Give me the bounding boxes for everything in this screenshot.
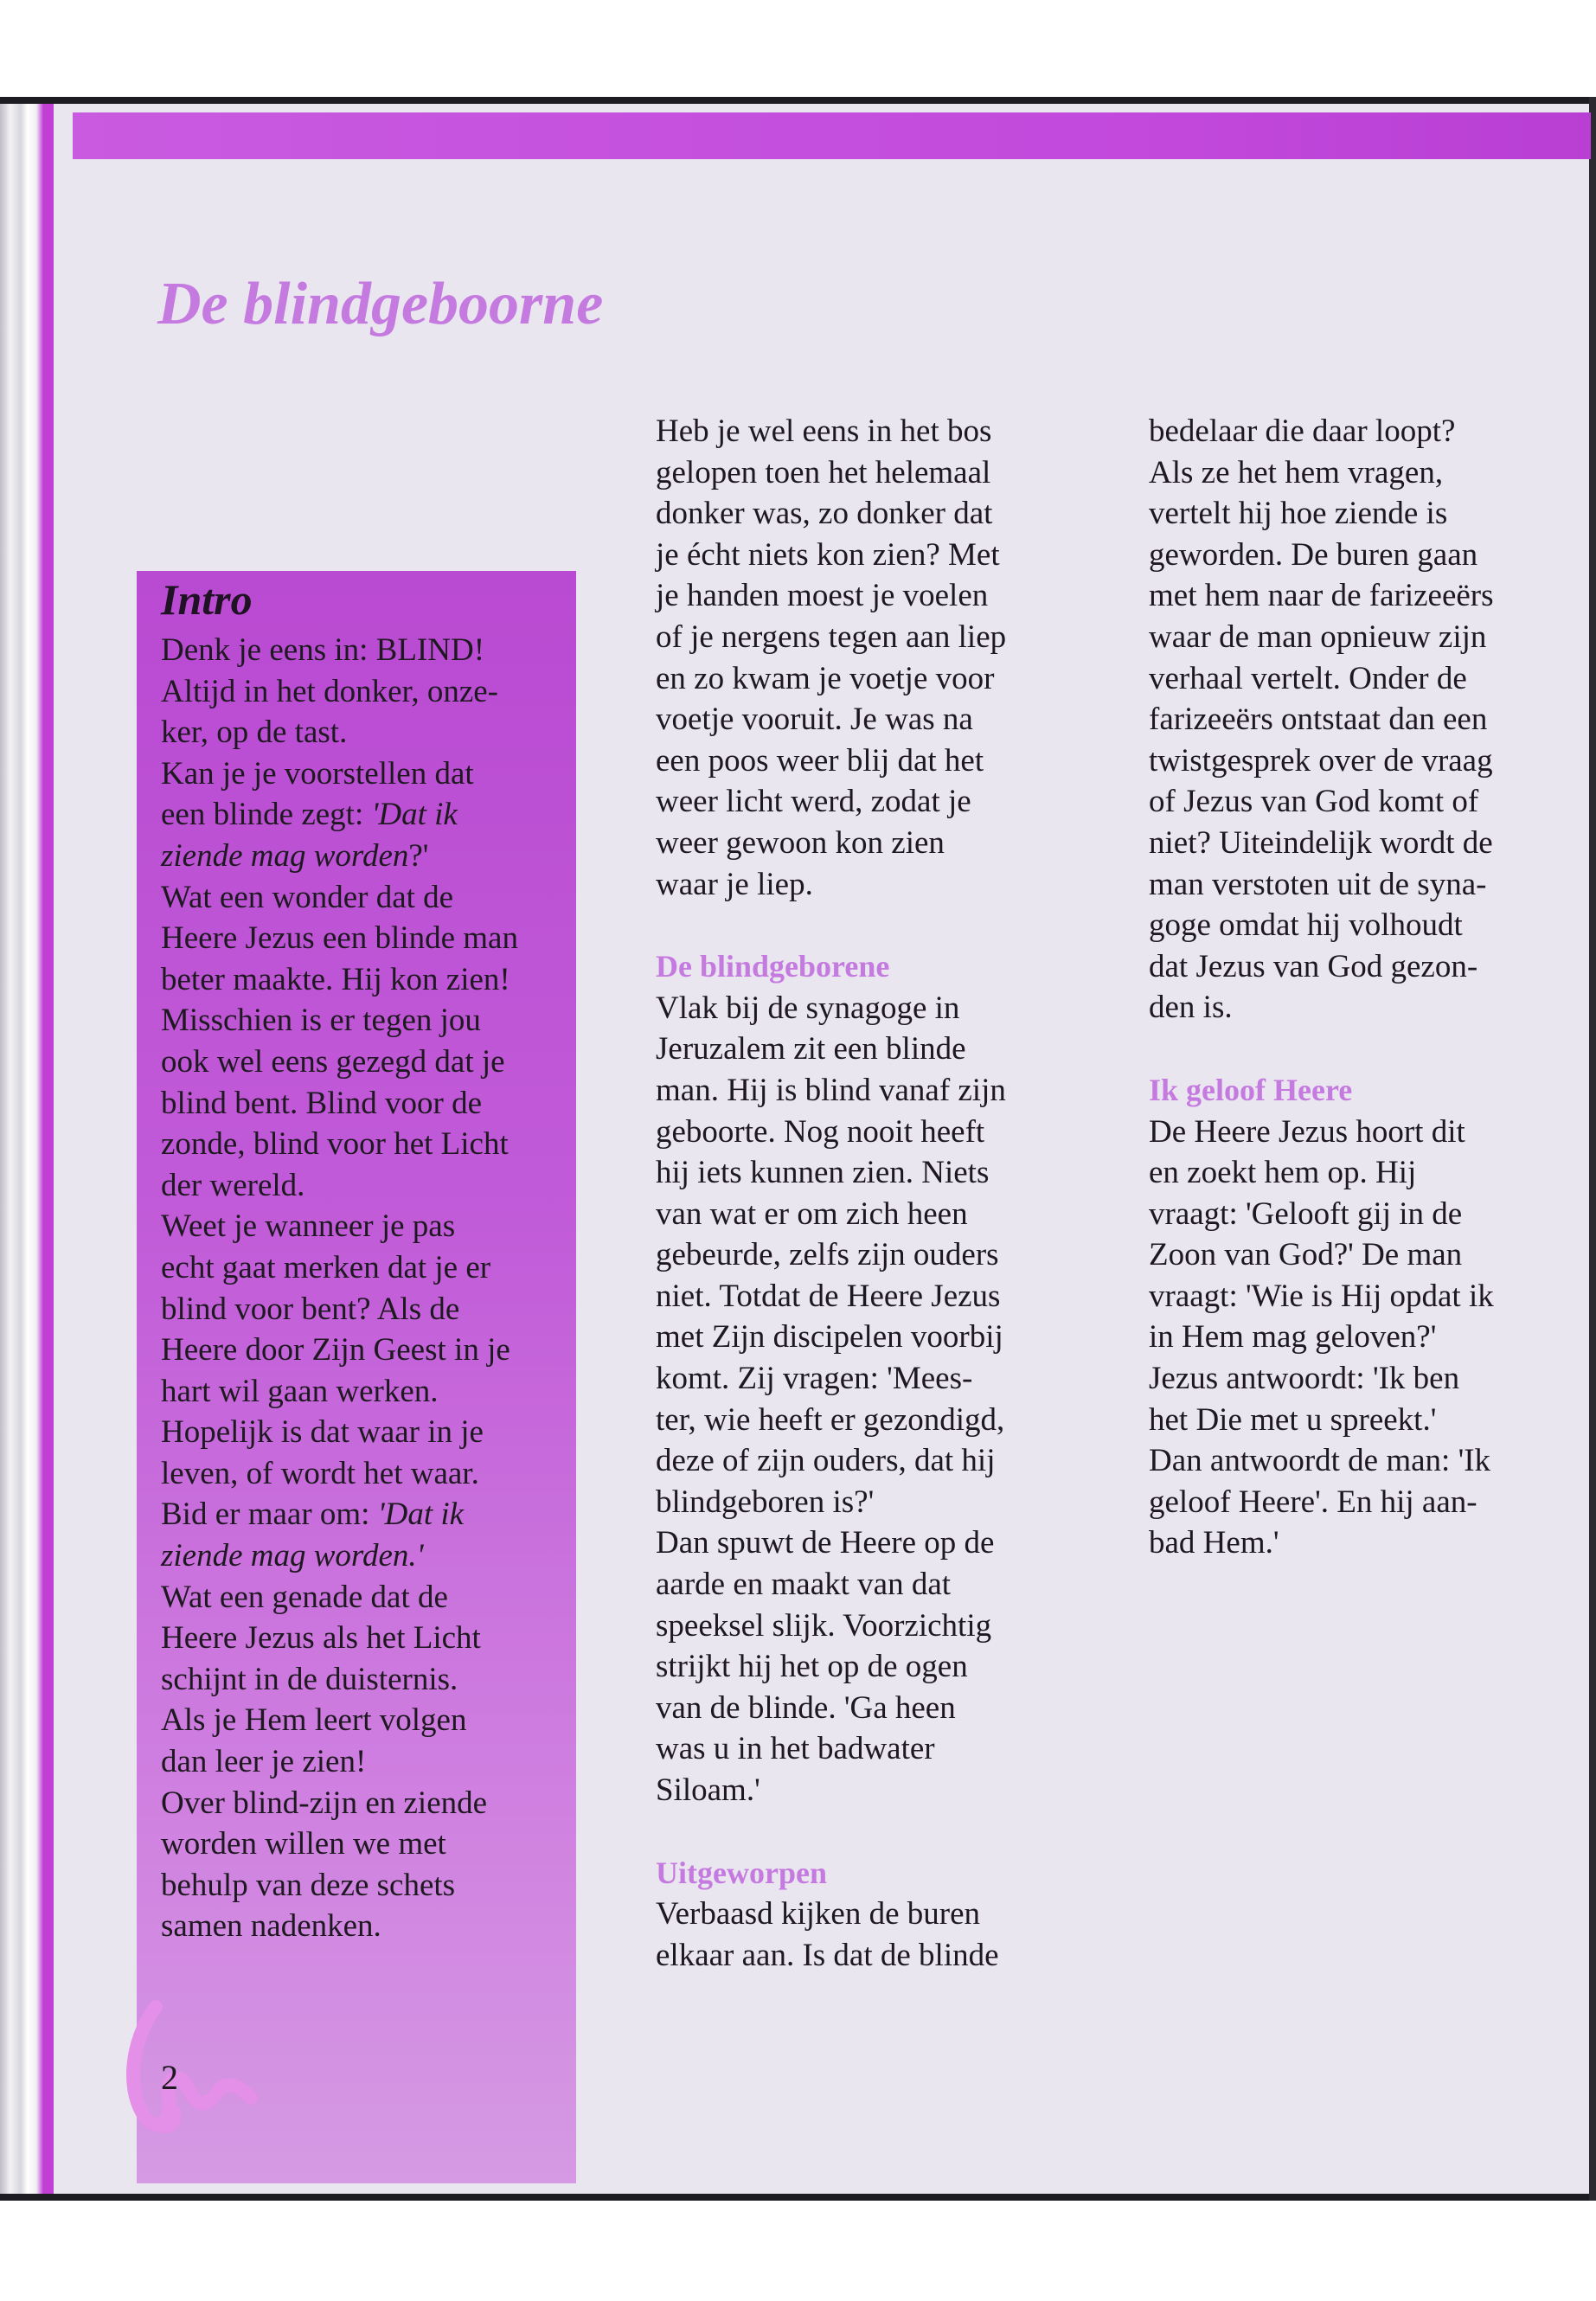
intro-line-part: Bid er maar om: — [161, 1497, 378, 1533]
section-heading: Ik geloof Heere — [1149, 1072, 1353, 1107]
body-line: weer licht werd, zodat je — [656, 784, 971, 820]
body-line: man verstoten uit de syna- — [1149, 866, 1487, 902]
intro-line: dan leer je zien! — [161, 1744, 367, 1780]
body-line: hij iets kunnen zien. Niets — [656, 1155, 990, 1191]
intro-line: Als je Hem leert volgen — [161, 1702, 467, 1739]
body-line: waar je liep. — [656, 866, 813, 902]
body-line: niet? Uiteindelijk wordt de — [1149, 824, 1493, 861]
intro-line: hart wil gaan werken. — [161, 1373, 439, 1409]
body-line: van wat er om zich heen — [656, 1195, 968, 1232]
body-line: ter, wie heeft er gezondigd, — [656, 1401, 1005, 1438]
intro-line: samen nadenken. — [161, 1908, 381, 1945]
body-line: goge omdat hij volhoudt — [1149, 907, 1463, 944]
body-line: strijkt hij het op de ogen — [656, 1649, 968, 1685]
body-line: Verbaasd kijken de buren — [656, 1896, 981, 1932]
body-line: verhaal vertelt. Onder de — [1149, 660, 1467, 696]
intro-line: Over blind-zijn en ziende — [161, 1785, 488, 1821]
intro-heading: Intro — [161, 575, 253, 624]
body-line: vraagt: 'Gelooft gij in de — [1149, 1195, 1463, 1232]
body-line: niet. Totdat de Heere Jezus — [656, 1278, 1001, 1314]
intro-line: blind voor bent? Als de — [161, 1291, 460, 1327]
intro-line: blind bent. Blind voor de — [161, 1085, 482, 1121]
body-line: Vlak bij de synagoge in — [656, 990, 960, 1026]
body-line: Zoon van God?' De man — [1149, 1237, 1463, 1273]
body-line: waar de man opnieuw zijn — [1149, 619, 1487, 655]
intro-line: Misschien is er tegen jou — [161, 1003, 481, 1039]
book-binding — [0, 104, 54, 2194]
body-line: in Hem mag geloven?' — [1149, 1319, 1437, 1356]
intro-line: Altijd in het donker, onze- — [161, 673, 498, 709]
body-line: Siloam.' — [656, 1772, 760, 1808]
intro-line: leven, of wordt het waar. — [161, 1455, 479, 1491]
body-line: voetje vooruit. Je was na — [656, 702, 973, 738]
body-line: dat Jezus van God gezon- — [1149, 948, 1478, 984]
intro-line: schijnt in de duisternis. — [161, 1661, 458, 1697]
body-line: bad Hem.' — [1149, 1525, 1279, 1561]
intro-line: Weet je wanneer je pas — [161, 1208, 456, 1245]
text-column-3 — [1149, 411, 1564, 1564]
body-line: met hem naar de farizeeërs — [1149, 578, 1494, 614]
swirl-ornament-icon — [121, 1990, 260, 2137]
body-line: van de blinde. 'Ga heen — [656, 1689, 956, 1726]
intro-line — [161, 1494, 567, 1535]
body-line: De Heere Jezus hoort dit — [1149, 1113, 1465, 1150]
body-line: of je nergens tegen aan liep — [656, 619, 1007, 655]
intro-line: der wereld. — [161, 1167, 305, 1203]
body-line: was u in het badwater — [656, 1731, 935, 1767]
intro-line: echt gaat merken dat je er — [161, 1249, 491, 1285]
body-line: geboorte. Nog nooit heeft — [656, 1113, 985, 1150]
intro-line: Wat een genade dat de — [161, 1579, 448, 1615]
body-line: elkaar aan. Is dat de blinde — [656, 1937, 999, 1973]
body-line: een poos weer blij dat het — [656, 742, 984, 779]
intro-line: Heere door Zijn Geest in je — [161, 1332, 510, 1368]
intro-quote-end: ?' — [408, 837, 429, 874]
body-line: twistgesprek over de vraag — [1149, 742, 1493, 779]
body-line: speeksel slijk. Voorzichtig — [656, 1607, 992, 1644]
body-line: Dan antwoordt de man: 'Ik — [1149, 1443, 1491, 1479]
body-line: farizeeërs ontstaat dan een — [1149, 702, 1488, 738]
body-line: gebeurde, zelfs zijn ouders — [656, 1237, 999, 1273]
body-line: of Jezus van God komt of — [1149, 784, 1479, 820]
body-line: den is. — [1149, 990, 1233, 1026]
intro-line: Kan je je voorstellen dat — [161, 755, 474, 792]
intro-line: behulp van deze schets — [161, 1867, 456, 1903]
intro-line-part: een blinde zegt: — [161, 797, 372, 833]
intro-line: zonde, blind voor het Licht — [161, 1126, 509, 1163]
intro-line: beter maakte. Hij kon zien! — [161, 961, 510, 997]
body-line: deze of zijn ouders, dat hij — [656, 1443, 996, 1479]
intro-line: Heere Jezus als het Licht — [161, 1620, 481, 1657]
body-line: gelopen toen het helemaal — [656, 454, 991, 490]
body-line: het Die met u spreekt.' — [1149, 1401, 1437, 1438]
body-line: Heb je wel eens in het bos — [656, 413, 992, 449]
body-line: Dan spuwt de Heere op de — [656, 1525, 995, 1561]
header-band — [73, 112, 1591, 159]
body-line: vraagt: 'Wie is Hij opdat ik — [1149, 1278, 1494, 1314]
body-line: met Zijn discipelen voorbij — [656, 1319, 1003, 1356]
body-line: blindgeboren is?' — [656, 1484, 875, 1520]
book-edge — [1589, 97, 1596, 2201]
intro-line: ziende mag worden.' — [161, 1538, 424, 1574]
page-title: De blindgeboorne — [157, 271, 604, 337]
intro-line: Heere Jezus een blinde man — [161, 920, 518, 957]
body-line: geloof Heere'. En hij aan- — [1149, 1484, 1477, 1520]
body-line: donker was, zo donker dat — [656, 496, 993, 532]
body-line: weer gewoon kon zien — [656, 824, 945, 861]
body-line: bedelaar die daar loopt? — [1149, 413, 1456, 449]
body-line: en zoekt hem op. Hij — [1149, 1155, 1417, 1191]
intro-line: Denk je eens in: BLIND! — [161, 632, 485, 668]
intro-line — [161, 836, 567, 877]
intro-line: ook wel eens gezegd dat je — [161, 1043, 505, 1080]
body-line: Jezus antwoordt: 'Ik ben — [1149, 1361, 1460, 1397]
intro-quote: 'Dat ik — [371, 797, 458, 833]
body-line: man. Hij is blind vanaf zijn — [656, 1072, 1006, 1108]
text-column-2 — [656, 411, 1106, 1976]
body-line: en zo kwam je voetje voor — [656, 660, 995, 696]
intro-quote: 'Dat ik — [377, 1497, 465, 1533]
body-line: aarde en maakt van dat — [656, 1567, 952, 1603]
intro-line: ker, op de tast. — [161, 715, 348, 751]
section-heading: De blindgeborene — [656, 949, 890, 984]
body-line: Jeruzalem zit een blinde — [656, 1031, 966, 1067]
intro-quote: ziende mag worden — [161, 837, 409, 874]
section-heading: Uitgeworpen — [656, 1855, 827, 1890]
body-line: geworden. De buren gaan — [1149, 536, 1478, 573]
body-line: je écht niets kon zien? Met — [656, 536, 1000, 573]
intro-line: worden willen we met — [161, 1826, 446, 1862]
intro-line: Hopelijk is dat waar in je — [161, 1414, 484, 1451]
intro-text — [161, 630, 567, 1947]
body-line: je handen moest je voelen — [656, 578, 989, 614]
body-line: komt. Zij vragen: 'Mees- — [656, 1361, 973, 1397]
page-number: 2 — [161, 2058, 178, 2097]
intro-line — [161, 794, 567, 836]
intro-line: Wat een wonder dat de — [161, 879, 454, 915]
body-line: Als ze het hem vragen, — [1149, 454, 1444, 490]
body-line: vertelt hij hoe ziende is — [1149, 496, 1448, 532]
